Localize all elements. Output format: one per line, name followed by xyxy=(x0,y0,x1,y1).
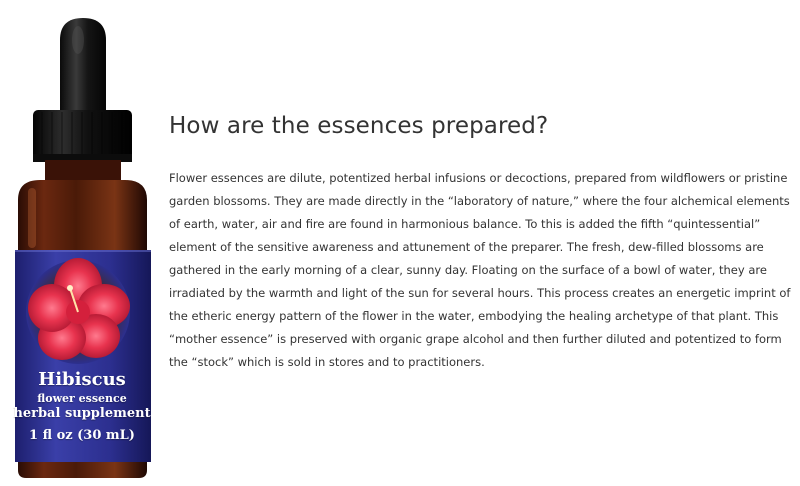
section-heading: How are the essences prepared? xyxy=(169,113,549,139)
product-name: Hibiscus xyxy=(38,369,126,390)
product-volume: 1 fl oz (30 mL) xyxy=(29,428,135,443)
product-type: herbal supplement xyxy=(13,406,151,421)
product-subtitle: flower essence xyxy=(37,392,127,405)
section-body: Flower essences are dilute, potentized herbal infusions or decoctions, prepared from wildflowers or pristine garden blossoms. They are made directly in the “laboratory of nature,” where the four alchemical elements of earth, water, air and fire are found in harmonious balance. To this is added the fifth “quintessential” element of the sensitive awareness and attunement of the preparer. The fresh, dew-filled blossoms are gathered in the early morning of a clear, sunny day. Floating on the surface of a bowl of water, they are irradiated by the warmth and light of the sun for several hours. This process creates an energetic imprint of the etheric energy pattern of the flower in the water, embodying the healing archetype of that plant. This “mother essence” is preserved with organic grape alcohol and then further diluted and potentized to form the “stock” which is sold in stores and to practitioners. xyxy=(169,171,791,369)
description-section xyxy=(169,108,794,374)
product-image xyxy=(0,0,170,486)
